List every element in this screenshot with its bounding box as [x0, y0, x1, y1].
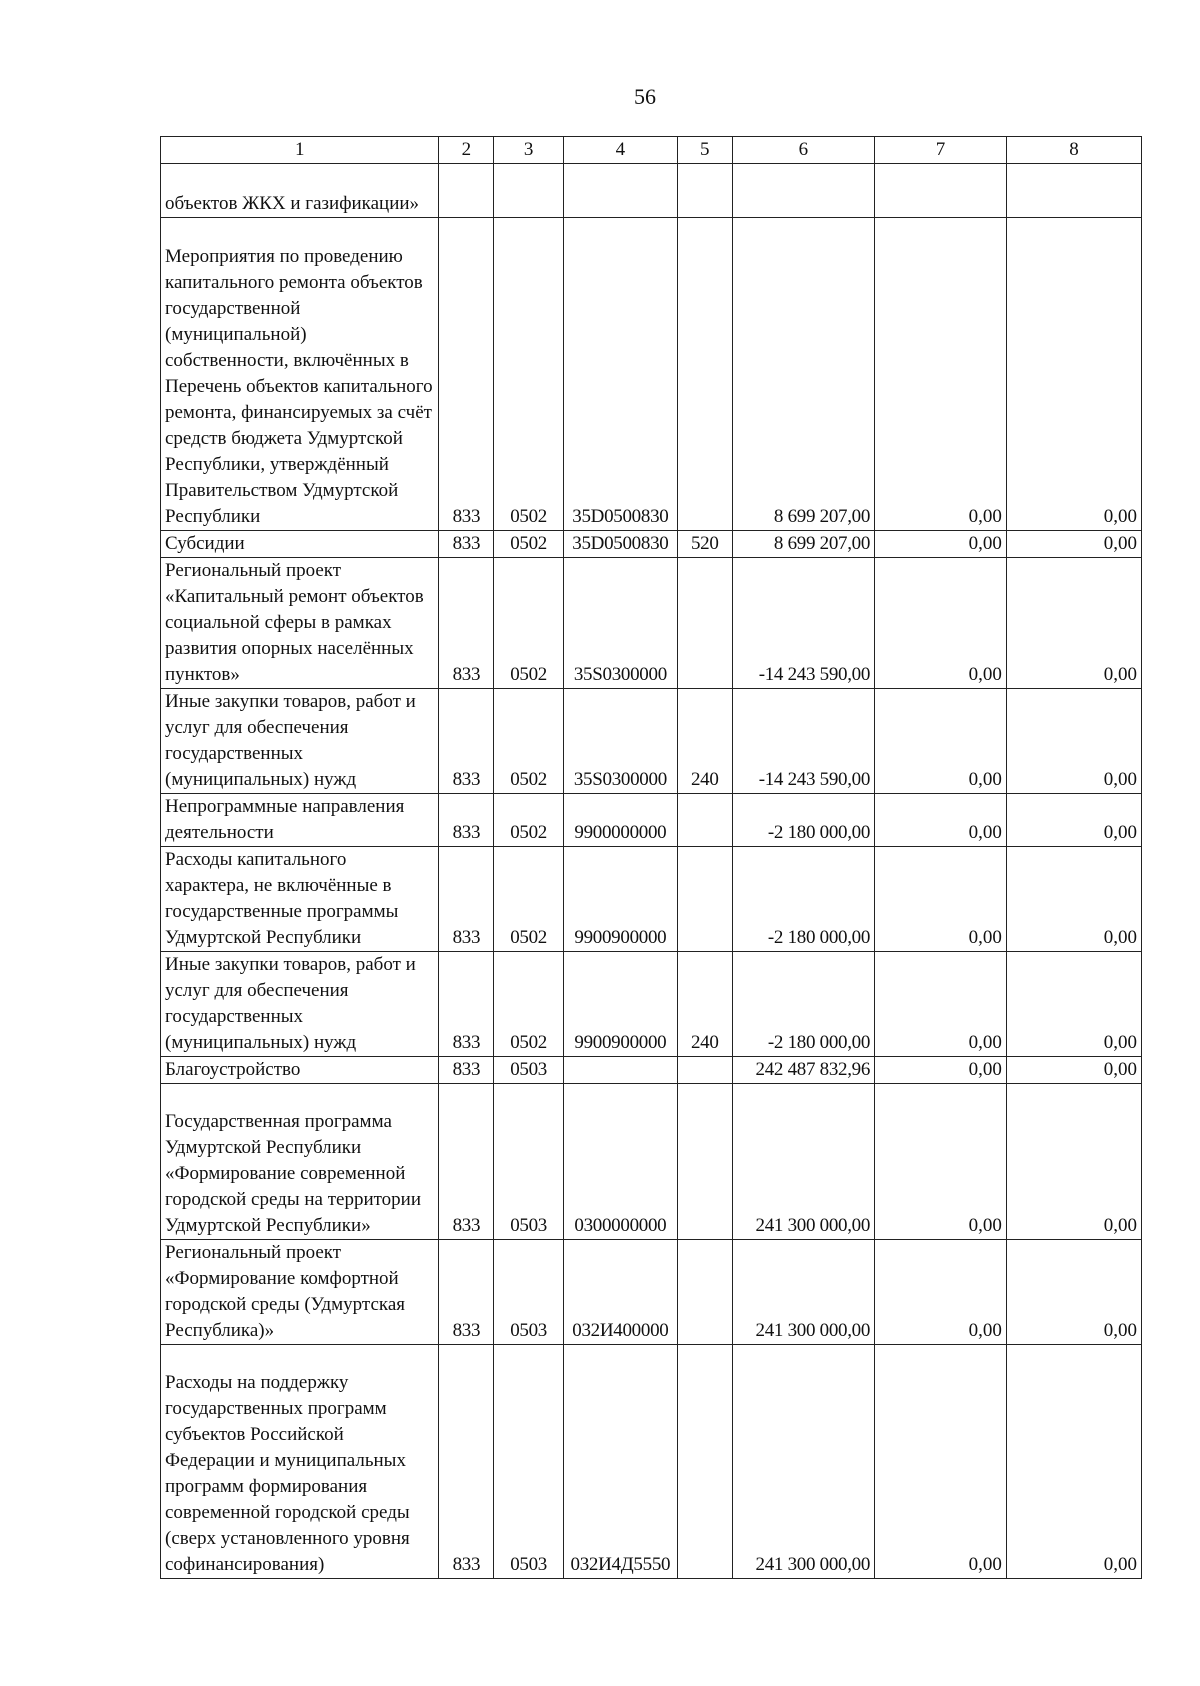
row-amount-col7: 0,00: [875, 847, 1007, 952]
table-row: [161, 1240, 1142, 1345]
header-cell-8: 8: [1006, 137, 1141, 164]
row-name: объектов ЖКХ и газификации»: [161, 164, 439, 218]
row-amount: -14 243 590,00: [732, 558, 874, 689]
table-row: [161, 164, 1142, 218]
table-row: [161, 847, 1142, 952]
header-cell-1: 1: [161, 137, 439, 164]
row-name: Региональный проект «Формирование комфортной городской среды (Удмуртская Республика)»: [161, 1240, 439, 1345]
row-name: Мероприятия по проведению капитального ремонта объектов государственной (муниципальной) собственности, включённых в Перечень объектов капитального ремонта, финансируемых за счёт средств бюджета Удмуртской Республики, утверждённый Правительством Удмуртской Республики: [161, 218, 439, 531]
row-section: 0502: [494, 531, 564, 558]
row-amount-col7: 0,00: [875, 1057, 1007, 1084]
row-expense-type: [677, 558, 732, 689]
row-ved: 833: [439, 1345, 494, 1579]
table-row: [161, 1057, 1142, 1084]
row-amount: 241 300 000,00: [732, 1345, 874, 1579]
row-amount-col8: 0,00: [1006, 1240, 1141, 1345]
row-amount-col7: 0,00: [875, 531, 1007, 558]
row-ved: 833: [439, 531, 494, 558]
row-target-article: 9900900000: [563, 952, 677, 1057]
row-amount-col8: 0,00: [1006, 1345, 1141, 1579]
table-row: [161, 1084, 1142, 1240]
row-amount-col8: 0,00: [1006, 218, 1141, 531]
row-amount: 242 487 832,96: [732, 1057, 874, 1084]
row-amount-col7: 0,00: [875, 689, 1007, 794]
table-row: [161, 558, 1142, 689]
row-expense-type: [677, 1240, 732, 1345]
row-target-article: [563, 1057, 677, 1084]
row-ved: 833: [439, 847, 494, 952]
row-expense-type: [677, 1057, 732, 1084]
header-cell-6: 6: [732, 137, 874, 164]
row-amount-col7: [875, 164, 1007, 218]
header-row: [161, 137, 1142, 164]
row-ved: 833: [439, 1057, 494, 1084]
row-section: 0502: [494, 952, 564, 1057]
row-expense-type: [677, 1084, 732, 1240]
row-amount: -2 180 000,00: [732, 847, 874, 952]
row-section: 0502: [494, 218, 564, 531]
row-amount-col8: 0,00: [1006, 1057, 1141, 1084]
row-amount: -2 180 000,00: [732, 794, 874, 847]
row-amount-col8: 0,00: [1006, 1084, 1141, 1240]
header-cell-7: 7: [875, 137, 1007, 164]
page-number: 56: [634, 84, 656, 109]
row-amount-col7: 0,00: [875, 794, 1007, 847]
row-amount-col7: 0,00: [875, 952, 1007, 1057]
row-amount: -2 180 000,00: [732, 952, 874, 1057]
row-ved: 833: [439, 558, 494, 689]
header-cell-3: 3: [494, 137, 564, 164]
row-amount-col8: 0,00: [1006, 689, 1141, 794]
row-section: 0502: [494, 558, 564, 689]
row-section: 0503: [494, 1057, 564, 1084]
row-amount-col8: 0,00: [1006, 558, 1141, 689]
row-ved: [439, 164, 494, 218]
row-amount-col8: 0,00: [1006, 952, 1141, 1057]
row-target-article: 35S0300000: [563, 689, 677, 794]
row-section: 0502: [494, 689, 564, 794]
row-target-article: 35D0500830: [563, 218, 677, 531]
row-expense-type: [677, 218, 732, 531]
row-target-article: 0300000000: [563, 1084, 677, 1240]
table-row: [161, 952, 1142, 1057]
row-expense-type: [677, 794, 732, 847]
budget-table: [160, 136, 1142, 1579]
row-section: 0503: [494, 1345, 564, 1579]
table-row: [161, 531, 1142, 558]
row-section: 0503: [494, 1240, 564, 1345]
row-section: 0502: [494, 794, 564, 847]
row-target-article: 032И4Д5550: [563, 1345, 677, 1579]
row-expense-type: [677, 164, 732, 218]
row-section: 0502: [494, 847, 564, 952]
header-cell-2: 2: [439, 137, 494, 164]
row-target-article: 032И400000: [563, 1240, 677, 1345]
row-expense-type: 240: [677, 952, 732, 1057]
row-name: Субсидии: [161, 531, 439, 558]
row-expense-type: [677, 1345, 732, 1579]
row-amount: 241 300 000,00: [732, 1084, 874, 1240]
row-section: [494, 164, 564, 218]
row-target-article: 35S0300000: [563, 558, 677, 689]
row-amount: 241 300 000,00: [732, 1240, 874, 1345]
row-amount: [732, 164, 874, 218]
row-target-article: 9900900000: [563, 847, 677, 952]
row-ved: 833: [439, 218, 494, 531]
row-target-article: [563, 164, 677, 218]
row-name: Непрограммные направления деятельности: [161, 794, 439, 847]
row-expense-type: 520: [677, 531, 732, 558]
row-amount-col8: [1006, 164, 1141, 218]
row-ved: 833: [439, 952, 494, 1057]
table-row: [161, 218, 1142, 531]
row-target-article: 9900000000: [563, 794, 677, 847]
row-name: Иные закупки товаров, работ и услуг для обеспечения государственных (муниципальных) нужд: [161, 689, 439, 794]
header-cell-5: 5: [677, 137, 732, 164]
row-name: Государственная программа Удмуртской Республики «Формирование современной городской среды на территории Удмуртской Республики»: [161, 1084, 439, 1240]
row-ved: 833: [439, 689, 494, 794]
row-expense-type: 240: [677, 689, 732, 794]
row-amount-col7: 0,00: [875, 218, 1007, 531]
row-amount: -14 243 590,00: [732, 689, 874, 794]
row-ved: 833: [439, 1084, 494, 1240]
row-name: Иные закупки товаров, работ и услуг для обеспечения государственных (муниципальных) нужд: [161, 952, 439, 1057]
row-amount-col7: 0,00: [875, 1240, 1007, 1345]
row-name: Расходы капитального характера, не включённые в государственные программы Удмуртской Республики: [161, 847, 439, 952]
header-cell-4: 4: [563, 137, 677, 164]
table-row: [161, 1345, 1142, 1579]
row-name: Благоустройство: [161, 1057, 439, 1084]
row-amount-col8: 0,00: [1006, 847, 1141, 952]
row-name: Расходы на поддержку государственных программ субъектов Российской Федерации и муниципальных программ формирования современной городской среды (сверх установленного уровня софинансирования): [161, 1345, 439, 1579]
row-name: Региональный проект «Капитальный ремонт объектов социальной сферы в рамках развития опорных населённых пунктов»: [161, 558, 439, 689]
row-target-article: 35D0500830: [563, 531, 677, 558]
row-amount-col7: 0,00: [875, 558, 1007, 689]
row-ved: 833: [439, 1240, 494, 1345]
row-amount-col8: 0,00: [1006, 794, 1141, 847]
table-row: [161, 689, 1142, 794]
row-amount: 8 699 207,00: [732, 218, 874, 531]
row-amount-col7: 0,00: [875, 1084, 1007, 1240]
row-amount: 8 699 207,00: [732, 531, 874, 558]
row-amount-col8: 0,00: [1006, 531, 1141, 558]
table-row: [161, 794, 1142, 847]
row-ved: 833: [439, 794, 494, 847]
row-section: 0503: [494, 1084, 564, 1240]
row-expense-type: [677, 847, 732, 952]
row-amount-col7: 0,00: [875, 1345, 1007, 1579]
